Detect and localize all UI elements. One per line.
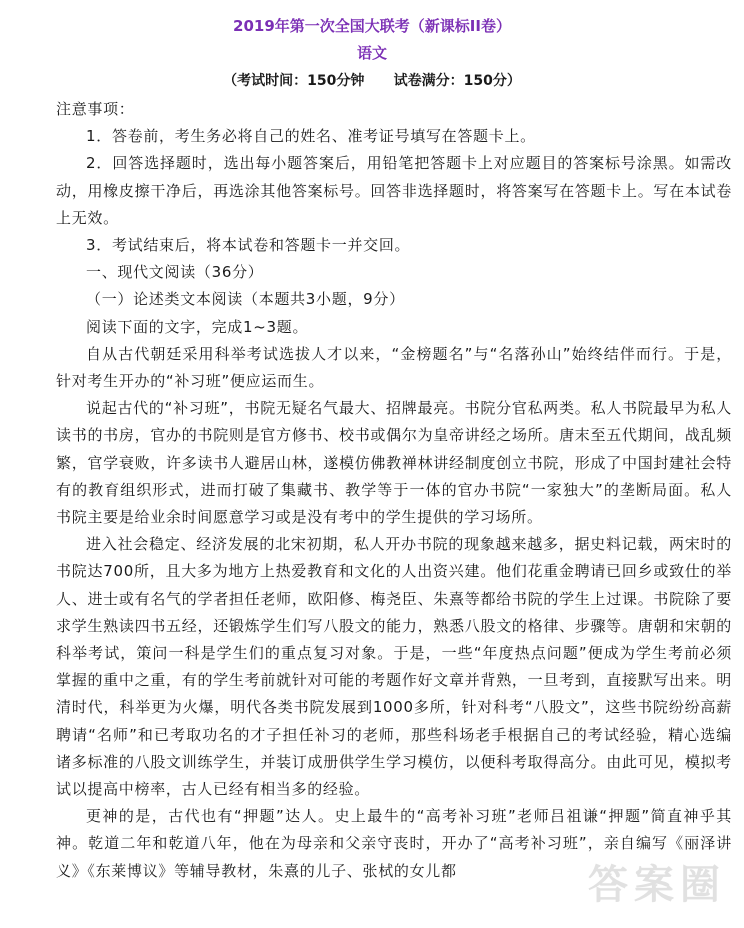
notes-heading: 注意事项： xyxy=(56,100,135,118)
passage-paragraph: 自从古代朝廷采用科举考试选拔人才以来，“金榜题名”与“名落孙山”始终结伴而行。于是，针对考生开办的“补习班”便应运而生。 xyxy=(56,344,732,391)
note-item: 1．答卷前，考生务必将自己的姓名、准考证号填写在答题卡上。 xyxy=(86,127,536,146)
passage-paragraph: 更神的是，古代也有“押题”达人。史上最牛的“高考补习班”老师吕祖谦“押题”简直神乎其神。乾道二年和乾道八年，他在为母亲和父亲守丧时，开办了“高考补习班”，亲自编写《丽泽讲义》《东莱博议》等辅导教材，朱熹的儿子、张栻的女儿都 xyxy=(56,807,732,880)
note-item: 2．回答选择题时，选出每小题答案后，用铅笔把答题卡上对应题目的答案标号涂黑。如需改动，用橡皮擦干净后，再选涂其他答案标号。回答非选择题时，将答案写在答题卡上。写在本试卷上无效。 xyxy=(56,154,732,227)
watermark-logo: 答案圈 xyxy=(588,861,726,908)
note-item: 3．考试结束后，将本试卷和答题卡一并交回。 xyxy=(86,236,411,255)
exam-title: 2019年第一次全国大联考（新课标II卷） xyxy=(233,17,511,35)
exam-meta: （考试时间：150分钟 试卷满分：150分） xyxy=(223,73,521,89)
exam-body xyxy=(56,96,732,885)
section-instruction: 阅读下面的文字，完成1~3题。 xyxy=(86,317,309,336)
passage-paragraph: 说起古代的“补习班”，书院无疑名气最大、招牌最亮。书院分官私两类。私人书院最早为私人读书的书房，官办的书院则是官方修书、校书或偶尔为皇帝讲经之场所。唐末至五代期间，战乱频繁，官学衰败，许多读书人避居山林，遂模仿佛教禅林讲经制度创立书院，形成了中国封建社会特有的教育组织形式，进而打破了集藏书、教学等于一体的官办书院“一家独大”的垄断局面。私人书院主要是给业余时间愿意学习或是没有考中的学生提供的学习场所。 xyxy=(56,399,732,527)
section-part-heading: 一、现代文阅读（36分） xyxy=(86,263,264,282)
exam-subject: 语文 xyxy=(356,44,387,62)
passage-paragraph: 进入社会稳定、经济发展的北宋初期，私人开办书院的现象越来越多，据史料记载，两宋时的书院达700所，且大多为地方上热爱教育和文化的人出资兴建。他们花重金聘请已回乡或致仕的举人、进士或有名气的学者担任老师，欧阳修、梅尧臣、朱熹等都给书院的学生上过课。书院除了要求学生熟读四书五经，还锻炼学生们写八股文的能力，熟悉八股文的格律、步骤等。唐朝和宋朝的科举考试，策问一科是学生们的重点复习对象。于是，一些“年度热点问题”便成为学生考前必须掌握的重中之重，有的学生考前就针对可能的考题作好文章并背熟，一旦考到，直接默写出来。明清时代，科举更为火爆，明代各类书院发展到1000多所，针对科考“八股文”，这些书院纷纷高薪聘请“名师”和已考取功名的才子担任补习的老师，那些科场老手根据自己的考试经验，精心选编诸多标准的八股文训练学生，并装订成册供学生学习模仿，以便科考取得高分。由此可见，模拟考试以提高中榜率，古人已经有相当多的经验。 xyxy=(56,535,732,799)
section-sub-heading: （一）论述类文本阅读（本题共3小题，9分） xyxy=(86,290,405,309)
exam-header xyxy=(0,12,744,96)
